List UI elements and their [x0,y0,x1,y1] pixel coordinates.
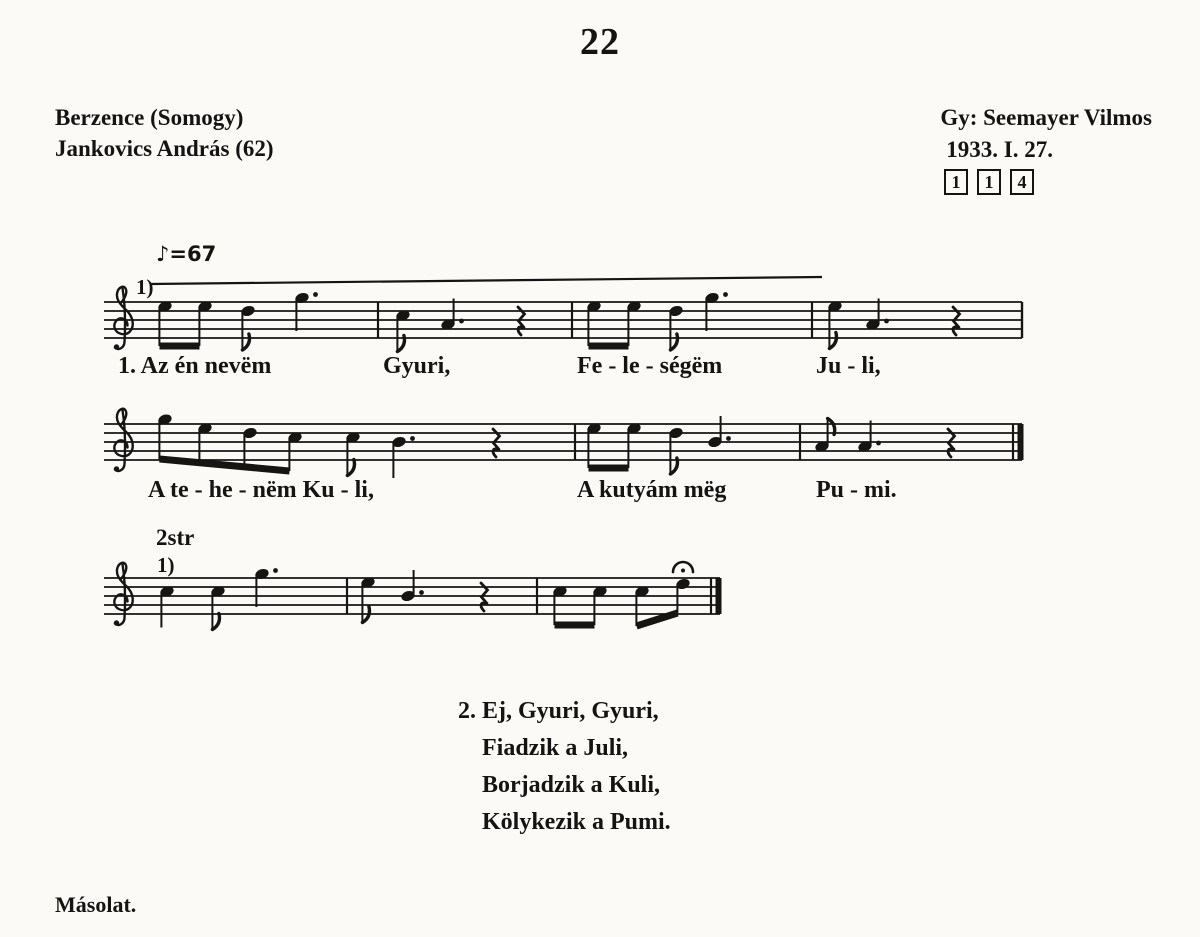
verse2-line: Borjadzik a Kuli, [482,772,661,798]
treble-clef-icon [114,409,132,471]
note [827,300,843,349]
note [626,422,642,468]
note [210,585,226,630]
eighth-flag [828,419,835,435]
eighth-flag [212,614,219,630]
beam [637,613,678,626]
note [626,300,642,346]
date-label: 1933. I. 27. [946,137,1053,162]
note [395,309,411,352]
augmentation-dot [313,292,318,297]
note [440,299,464,332]
system-2 [104,409,1024,478]
note [360,576,376,623]
note [865,299,889,332]
system1-annotation: 1) [136,275,154,299]
final-barline-thick [1018,424,1024,460]
eighth-flag [242,334,249,350]
note [345,431,361,476]
collector-label: Gy: Seemayer Vilmos [940,105,1152,130]
augmentation-dot [876,441,881,446]
page-title: 22 [580,21,620,63]
note [157,413,173,459]
augmentation-dot [884,319,889,324]
note [197,300,213,346]
note [668,304,684,350]
lyric-text: Ju - li, [816,353,881,379]
eighth-flag [829,333,836,349]
verse2-line: Kölykezik a Pumi. [482,809,671,835]
note [159,585,175,628]
fermata-dot [681,569,685,573]
informant-label: Jankovics András (62) [55,136,274,161]
lyric-text: A kutyám mëg [577,477,727,503]
lyric-text: A te - he - nëm Ku - li, [148,477,374,503]
treble-clef-ball [114,466,119,471]
augmentation-dot [726,436,731,441]
melody-code-boxes [944,169,1034,195]
eighth-flag [347,460,354,476]
strophe-annotation: 2str [156,525,195,550]
location-label: Berzence (Somogy) [55,105,244,130]
system-3 [104,562,722,630]
treble-clef-ball [114,344,119,349]
note [240,304,256,350]
augmentation-dot [410,436,415,441]
lyric-text: Pu - mi. [816,477,897,503]
augmentation-dot [419,590,424,595]
system3-annotation: 1) [157,553,175,577]
treble-clef-icon [114,563,132,625]
note [857,421,881,454]
note [586,422,602,468]
eighth-flag [670,334,677,350]
treble-clef-icon [114,287,132,349]
augmentation-dot [273,568,278,573]
augmentation-dot [723,292,728,297]
final-barline-thick [716,578,722,614]
lyric-text: 1. Az én nevëm [118,353,272,379]
tempo-marking: ♪=67 [156,242,217,266]
melody-code-box: 1 [944,169,968,195]
system-1 [104,277,1022,352]
note [586,300,602,346]
melody-code-box: 1 [977,169,1001,195]
lyric-text: Fe - le - ségëm [577,353,723,379]
treble-clef-ball [114,620,119,625]
note [157,300,173,346]
lyric-text: Gyuri, [383,353,451,379]
verse2-line: 2. Ej, Gyuri, Gyuri, [458,698,659,724]
augmentation-dot [459,319,464,324]
verse2-line: Fiadzik a Juli, [482,735,629,761]
melody-code-box: 4 [1010,169,1034,195]
footer-note: Másolat. [55,892,137,917]
annotation-extension-line [150,277,822,284]
